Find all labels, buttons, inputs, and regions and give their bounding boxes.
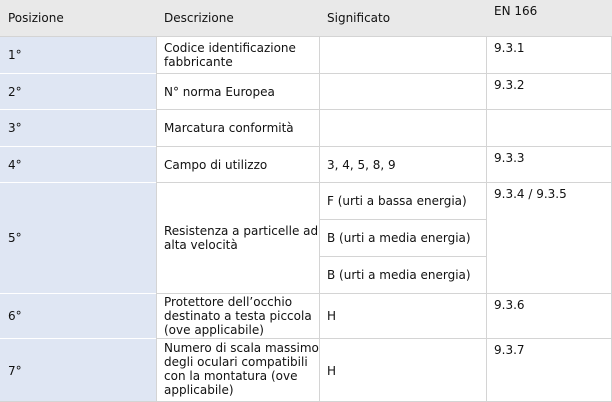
row-divider — [156, 338, 612, 339]
row-divider — [156, 73, 612, 74]
row-7-posizione: 7° — [0, 339, 156, 402]
row-2-significato — [319, 74, 486, 109]
row-divider — [156, 109, 612, 110]
row-6-posizione: 6° — [0, 294, 156, 338]
row-7-en166: 9.3.7 — [494, 343, 525, 357]
column-divider — [156, 36, 157, 402]
header-posizione: Posizione — [0, 0, 156, 36]
row-1-descrizione: Codice identificazione fabbricante — [164, 41, 296, 69]
row-divider — [156, 182, 612, 183]
row-divider — [156, 146, 612, 147]
row-6-significato: H — [327, 309, 337, 323]
row-5-significato-2: B (urti a media energia) — [327, 231, 471, 245]
row-3-en166 — [486, 110, 612, 146]
header-significato: Significato — [319, 0, 486, 36]
row-3-significato — [319, 110, 486, 146]
row-3-descrizione: Marcatura conformità — [164, 121, 294, 135]
row-3-posizione: 3° — [0, 110, 156, 146]
row-2-posizione: 2° — [0, 74, 156, 109]
header-en166: EN 166 — [486, 0, 612, 36]
column-divider — [486, 36, 487, 402]
row-4-descrizione: Campo di utilizzo — [164, 157, 268, 172]
row-divider — [156, 293, 612, 294]
row-5-en166: 9.3.4 / 9.3.5 — [494, 187, 567, 201]
row-7-descrizione: Numero di scala massimo degli oculari compatibili con la montatura (ove applicabile) — [164, 341, 319, 397]
row-5-significato-3: B (urti a media energia) — [327, 268, 471, 282]
row-6-en166: 9.3.6 — [494, 298, 525, 312]
row-divider — [319, 219, 486, 220]
column-divider — [319, 36, 320, 402]
row-7-significato: H — [327, 363, 337, 378]
row-1-significato — [319, 37, 486, 73]
row-4-posizione: 4° — [0, 147, 156, 182]
row-5-significato-1: F (urti a bassa energia) — [327, 194, 467, 208]
row-4-significato: 3, 4, 5, 8, 9 — [327, 157, 396, 172]
header-descrizione: Descrizione — [156, 0, 319, 36]
row-divider — [0, 36, 612, 37]
row-4-en166: 9.3.3 — [494, 151, 525, 165]
row-1-en166: 9.3.1 — [494, 41, 525, 55]
row-5-descrizione: Resistenza a particelle ad alta velocità — [164, 224, 319, 252]
row-5-posizione: 5° — [0, 183, 156, 293]
row-2-descrizione: N° norma Europea — [164, 84, 275, 99]
row-6-descrizione: Protettore dell’occhio destinato a testa piccola (ove applicabile) — [164, 295, 312, 337]
row-divider — [319, 256, 486, 257]
row-1-posizione: 1° — [0, 37, 156, 73]
row-2-en166: 9.3.2 — [494, 78, 525, 92]
